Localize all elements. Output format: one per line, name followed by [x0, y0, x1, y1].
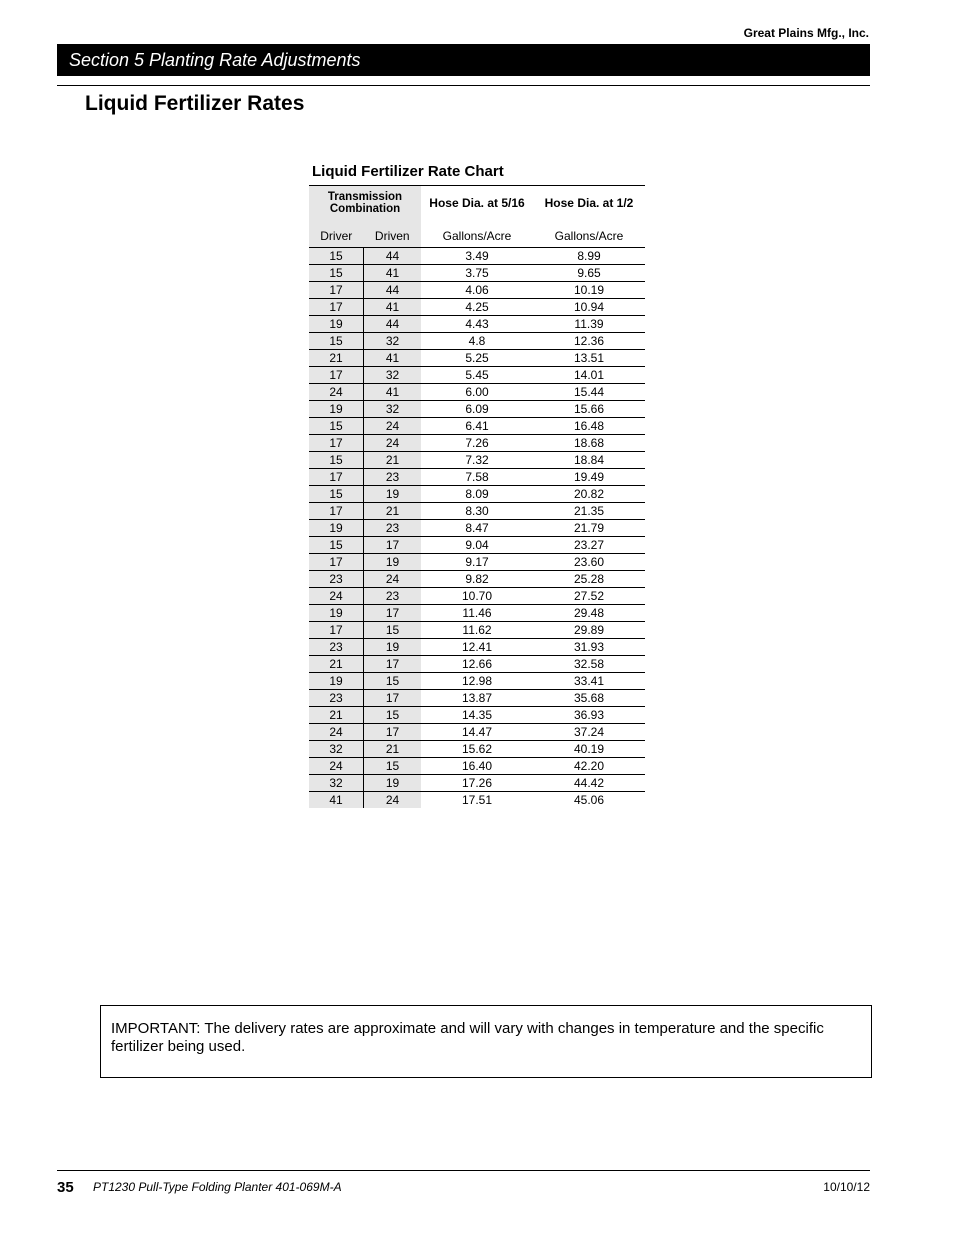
rate-516-cell: 14.47	[421, 724, 533, 741]
driver-header: Driver	[309, 219, 364, 248]
driven-cell: 41	[364, 384, 422, 401]
driven-cell: 17	[364, 724, 422, 741]
driven-cell: 15	[364, 707, 422, 724]
table-row	[309, 316, 645, 333]
driven-cell: 23	[364, 469, 422, 486]
rate-516-cell: 7.32	[421, 452, 533, 469]
rate-516-cell: 12.41	[421, 639, 533, 656]
driven-cell: 41	[364, 299, 422, 316]
table-row	[309, 537, 645, 554]
driven-cell: 24	[364, 435, 422, 452]
driven-cell: 19	[364, 775, 422, 792]
table-body	[309, 248, 645, 809]
rate-12-cell: 15.44	[533, 384, 645, 401]
rate-516-cell: 16.40	[421, 758, 533, 775]
rate-516-cell: 4.25	[421, 299, 533, 316]
rate-12-cell: 18.68	[533, 435, 645, 452]
driver-cell: 21	[309, 350, 364, 367]
table-row	[309, 435, 645, 452]
rate-516-cell: 4.43	[421, 316, 533, 333]
driven-cell: 21	[364, 452, 422, 469]
driver-cell: 15	[309, 486, 364, 503]
driver-cell: 15	[309, 452, 364, 469]
rate-516-cell: 4.8	[421, 333, 533, 350]
rate-12-cell: 29.89	[533, 622, 645, 639]
table-row	[309, 503, 645, 520]
rate-12-cell: 42.20	[533, 758, 645, 775]
rate-516-cell: 17.51	[461, 793, 493, 807]
table-row	[309, 350, 645, 367]
table-row	[309, 724, 645, 741]
rate-516-cell: 9.82	[421, 571, 533, 588]
driver-cell: 15	[309, 537, 364, 554]
rate-12-cell: 32.58	[533, 656, 645, 673]
table-row	[309, 758, 645, 775]
driven-cell: 17	[364, 537, 422, 554]
driven-cell: 21	[364, 741, 422, 758]
rate-12-cell: 23.60	[533, 554, 645, 571]
driven-cell: 44	[364, 248, 422, 265]
table-row	[309, 622, 645, 639]
section-header: Section 5 Planting Rate Adjustments	[57, 44, 870, 76]
rate-516-cell: 11.46	[421, 605, 533, 622]
driven-cell: 15	[364, 758, 422, 775]
page-title: Liquid Fertilizer Rates	[85, 92, 305, 115]
rate-12-cell: 21.79	[533, 520, 645, 537]
driven-cell: 24	[364, 418, 422, 435]
driver-cell: 24	[309, 588, 364, 605]
rate-516-cell: 5.25	[421, 350, 533, 367]
rate-12-cell: 13.51	[533, 350, 645, 367]
table-row	[309, 469, 645, 486]
rate-12-cell: 9.65	[533, 265, 645, 282]
table-row	[309, 384, 645, 401]
rate-12-cell: 10.19	[533, 282, 645, 299]
driven-cell: 32	[364, 367, 422, 384]
driven-cell: 24	[364, 571, 422, 588]
rate-516-cell: 10.70	[421, 588, 533, 605]
driver-cell: 17	[309, 622, 364, 639]
driven-cell: 23	[364, 588, 422, 605]
rate-516-cell: 3.49	[421, 248, 533, 265]
table-row	[309, 367, 645, 384]
table-row	[309, 418, 645, 435]
driver-cell: 21	[309, 656, 364, 673]
page-number: 35	[57, 1179, 74, 1196]
rate-12-cell: 37.24	[533, 724, 645, 741]
rate-12-cell: 45.06	[573, 793, 605, 807]
document-title: PT1230 Pull-Type Folding Planter 401-069M-A	[93, 1180, 342, 1194]
units-516-header: Gallons/Acre	[421, 219, 533, 248]
driven-cell: 19	[364, 639, 422, 656]
driver-cell: 32	[309, 775, 364, 792]
table-row	[309, 741, 645, 758]
rate-516-cell: 8.47	[421, 520, 533, 537]
driven-cell: 32	[364, 333, 422, 350]
rate-12-cell: 15.66	[533, 401, 645, 418]
driver-cell: 21	[309, 707, 364, 724]
driver-cell: 19	[309, 316, 364, 333]
table-row	[309, 282, 645, 299]
driven-cell: 24	[364, 792, 422, 809]
table-row	[309, 775, 645, 792]
driver-cell: 15	[309, 248, 364, 265]
rate-12-cell: 36.93	[533, 707, 645, 724]
rate-12-cell: 20.82	[533, 486, 645, 503]
driver-cell: 15	[309, 418, 364, 435]
driver-cell: 17	[309, 367, 364, 384]
rate-516-cell: 7.26	[421, 435, 533, 452]
rate-516-cell: 3.75	[421, 265, 533, 282]
important-note: IMPORTANT: The delivery rates are approximate and will vary with changes in temperature and the specific fertilizer being used.	[100, 1005, 872, 1078]
rate-516-cell: 13.87	[421, 690, 533, 707]
driven-cell: 19	[364, 554, 422, 571]
table-row	[309, 333, 645, 350]
rate-516-cell: 6.09	[421, 401, 533, 418]
rate-516-cell: 9.17	[421, 554, 533, 571]
driven-cell: 23	[364, 520, 422, 537]
rate-12-cell: 27.52	[533, 588, 645, 605]
rate-516-cell: 6.00	[421, 384, 533, 401]
rate-516-cell: 12.66	[421, 656, 533, 673]
rate-12-cell: 40.19	[533, 741, 645, 758]
rate-12-cell: 29.48	[533, 605, 645, 622]
driver-cell: 17	[309, 299, 364, 316]
document-date: 10/10/12	[823, 1180, 870, 1194]
rate-12-cell: 44.42	[533, 775, 645, 792]
driver-cell: 17	[309, 282, 364, 299]
driver-cell: 41	[309, 792, 364, 809]
transmission-header: Transmission Combination	[309, 186, 421, 220]
rate-516-cell: 6.41	[421, 418, 533, 435]
table-row	[309, 707, 645, 724]
driven-cell: 17	[364, 605, 422, 622]
rate-516-cell: 7.58	[421, 469, 533, 486]
driver-cell: 17	[309, 503, 364, 520]
chart-title: Liquid Fertilizer Rate Chart	[312, 163, 504, 180]
rate-12-cell: 19.49	[533, 469, 645, 486]
driven-cell: 44	[364, 316, 422, 333]
driver-cell: 23	[309, 690, 364, 707]
rate-12-cell: 33.41	[533, 673, 645, 690]
driver-cell: 19	[309, 673, 364, 690]
driven-cell: 15	[364, 622, 422, 639]
rate-516-cell: 17.26	[421, 775, 533, 792]
table-row	[309, 554, 645, 571]
driven-cell: 21	[364, 503, 422, 520]
units-12-header: Gallons/Acre	[533, 219, 645, 248]
driven-cell: 44	[364, 282, 422, 299]
rate-516-cell: 12.98	[421, 673, 533, 690]
rate-12-cell: 10.94	[533, 299, 645, 316]
table-row	[309, 452, 645, 469]
rate-516-cell: 8.30	[421, 503, 533, 520]
table-row	[309, 299, 645, 316]
hose-12-header: Hose Dia. at 1/2	[533, 186, 645, 220]
table-row	[309, 690, 645, 707]
rate-12-cell: 11.39	[533, 316, 645, 333]
company-name: Great Plains Mfg., Inc.	[743, 26, 869, 40]
driver-cell: 17	[309, 469, 364, 486]
rate-516-cell: 4.06	[421, 282, 533, 299]
rate-516-cell: 14.35	[421, 707, 533, 724]
table-header-row	[309, 186, 645, 220]
section-divider	[57, 85, 870, 86]
driven-cell: 41	[364, 265, 422, 282]
driven-cell: 15	[364, 673, 422, 690]
driven-header: Driven	[364, 219, 422, 248]
table-row	[309, 639, 645, 656]
driver-cell: 24	[309, 758, 364, 775]
table-row	[309, 571, 645, 588]
rate-12-cell: 31.93	[533, 639, 645, 656]
fertilizer-rate-table	[309, 185, 645, 808]
driver-cell: 24	[309, 724, 364, 741]
table-row	[309, 588, 645, 605]
driver-cell: 17	[309, 435, 364, 452]
rate-12-cell: 16.48	[533, 418, 645, 435]
driven-cell: 17	[364, 690, 422, 707]
rate-12-cell: 21.35	[533, 503, 645, 520]
rate-516-cell: 8.09	[421, 486, 533, 503]
driver-cell: 15	[309, 333, 364, 350]
driver-cell: 19	[309, 401, 364, 418]
rate-516-cell: 9.04	[421, 537, 533, 554]
driver-cell: 23	[309, 571, 364, 588]
driver-cell: 23	[309, 639, 364, 656]
driver-cell: 19	[309, 520, 364, 537]
table-row	[309, 401, 645, 418]
footer-divider	[57, 1170, 870, 1171]
rate-516-cell: 5.45	[421, 367, 533, 384]
driver-cell: 24	[309, 384, 364, 401]
rate-12-cell: 23.27	[533, 537, 645, 554]
driven-cell: 41	[364, 350, 422, 367]
driver-cell: 19	[309, 605, 364, 622]
rate-12-cell: 18.84	[533, 452, 645, 469]
table-row	[309, 673, 645, 690]
driven-cell: 19	[364, 486, 422, 503]
table-row	[309, 265, 645, 282]
rate-12-cell: 25.28	[533, 571, 645, 588]
table-row	[309, 248, 645, 265]
driver-cell: 17	[309, 554, 364, 571]
rate-12-cell: 14.01	[533, 367, 645, 384]
driven-cell: 32	[364, 401, 422, 418]
driven-cell: 17	[364, 656, 422, 673]
rate-12-cell: 12.36	[533, 333, 645, 350]
table-row	[309, 486, 645, 503]
rate-12-cell: 8.99	[533, 248, 645, 265]
hose-516-header: Hose Dia. at 5/16	[421, 186, 533, 220]
table-subheader-row	[309, 219, 645, 248]
table-row	[309, 792, 645, 809]
table-row	[309, 605, 645, 622]
table-row	[309, 656, 645, 673]
driver-cell: 15	[309, 265, 364, 282]
driver-cell: 32	[309, 741, 364, 758]
rate-516-cell: 15.62	[421, 741, 533, 758]
rate-516-cell: 11.62	[421, 622, 533, 639]
rate-12-cell: 35.68	[533, 690, 645, 707]
table-row	[309, 520, 645, 537]
